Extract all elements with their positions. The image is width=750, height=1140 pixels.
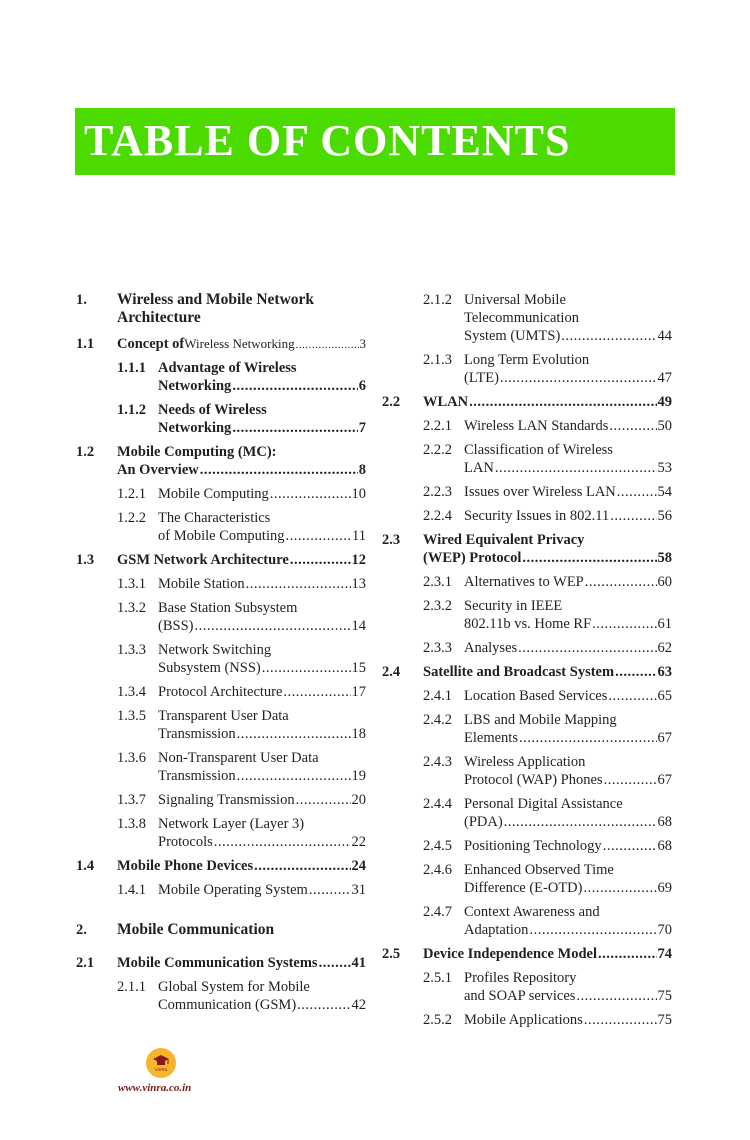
toc-entry-title-line: System (UMTS) [464,328,561,344]
toc-entry-page: 60 [657,574,672,590]
toc-entry-title-small: Wireless Networking [184,336,295,351]
toc-entry-title-line: Mobile Computing (MC): [117,444,277,460]
toc-entry-number: 1.4 [76,858,95,874]
dot-leader [232,419,357,437]
dot-leader [296,336,359,354]
toc-entry-title [158,401,366,437]
toc-entry-title-line: Mobile Operating System [158,882,308,898]
toc-entry-title [464,351,672,387]
toc-entry-number: 1.3.8 [117,816,146,832]
toc-entry-number: 2.5.2 [423,1012,452,1028]
toc-entry-title-line: Needs of Wireless [158,402,267,418]
toc-entry-number: 1.1.1 [117,360,146,376]
toc-entry[interactable] [76,954,366,972]
toc-entry-number: 2.5.1 [423,970,452,986]
toc-entry-title [117,857,366,875]
dot-leader [504,813,657,831]
toc-entry-number: 2.1 [76,955,95,971]
toc-entry[interactable] [382,531,672,567]
dot-leader [518,639,656,657]
dot-leader [529,921,656,939]
dot-leader [615,663,656,681]
dot-leader [603,837,657,855]
toc-entry-page: 62 [657,640,672,656]
toc-entry-title-line: Issues over Wireless LAN [464,484,616,500]
dot-leader [608,687,656,705]
toc-entry[interactable] [76,641,366,677]
toc-entry-title-line: Network Layer (Layer 3) [158,816,305,832]
dot-leader [254,857,350,875]
toc-entry-page: 11 [352,528,366,544]
toc-entry-title [158,978,366,1014]
dot-leader [232,377,357,395]
toc-entry-title [464,903,672,939]
toc-entry[interactable] [382,441,672,477]
toc-entry-title-line: Wireless LAN Standards [464,418,609,434]
toc-entry-title-line: of Mobile Computing [158,528,285,544]
toc-entry-title-line: Signaling Transmission [158,792,295,808]
toc-entry[interactable] [76,443,366,479]
toc-entry[interactable] [382,969,672,1005]
toc-entry-number: 1.1.2 [117,402,146,418]
toc-entry-title-line: Protocols [158,834,213,850]
toc-entry-title-line: Mobile Communication [117,921,275,938]
toc-entry[interactable] [382,483,672,501]
toc-entry-page: 22 [351,834,366,850]
toc-entry-number: 1.3.2 [117,600,146,616]
toc-entry-number: 2.2 [382,394,401,410]
toc-entry[interactable] [76,335,366,354]
toc-entry-page: 61 [657,616,672,632]
toc-entry-title [464,417,672,435]
toc-entry-title-line: (BSS) [158,618,194,634]
dot-leader [319,954,351,972]
toc-entry-title-line: (LTE) [464,370,499,386]
toc-entry-number: 2.1.1 [117,979,146,995]
toc-entry-page: 13 [351,576,366,592]
dot-leader [609,417,656,435]
toc-entry-title-line: Wired Equivalent Privacy [423,532,585,548]
toc-entry-title-line: Positioning Technology [464,838,602,854]
dot-leader [610,507,656,525]
toc-entry-number: 1.3.1 [117,576,146,592]
toc-entry-title-line: Mobile Computing [158,486,269,502]
dot-leader [262,659,351,677]
toc-entry[interactable] [382,711,672,747]
toc-entry-page: 74 [657,946,672,962]
toc-entry-title [158,509,366,545]
dot-leader [585,573,657,591]
toc-entry-page: 41 [351,955,366,971]
toc-entry-number: 1.2.1 [117,486,146,502]
dot-leader [522,549,656,567]
dot-leader [237,767,351,785]
toc-entry-number: 2.4 [382,664,401,680]
toc-entry-title-line: Analyses [464,640,518,656]
toc-entry[interactable] [76,857,366,875]
dot-leader [283,683,350,701]
toc-entry-title-line: Protocol (WAP) Phones [464,772,603,788]
toc-entry[interactable] [382,1011,672,1029]
toc-entry-title [423,531,672,567]
toc-entry[interactable] [76,707,366,743]
dot-leader [584,1011,657,1029]
toc-entry[interactable] [382,393,672,411]
toc-entry-title-line: Mobile Phone Devices [117,858,254,874]
toc-entry-title [158,791,366,809]
toc-entry-page: 75 [657,988,672,1004]
toc-entry-title-line: Mobile Station [158,576,245,592]
toc-entry[interactable] [76,749,366,785]
toc-entry-title-line: Non-Transparent User Data [158,750,319,766]
toc-entry-page: 69 [657,880,672,896]
toc-entry[interactable] [382,663,672,681]
toc-entry[interactable] [382,795,672,831]
toc-entry[interactable] [382,903,672,939]
toc-entry-page: 49 [657,394,672,410]
toc-entry-title-line: Satellite and Broadcast System [423,664,615,680]
toc-entry[interactable] [382,417,672,435]
toc-entry-page: 63 [657,664,672,680]
toc-entry-title-line: Telecommunication [464,310,579,326]
toc-entry[interactable] [76,551,366,569]
toc-entry-title-line: Security in IEEE [464,598,563,614]
toc-entry-page: 44 [657,328,672,344]
toc-entry-number: 1.3.5 [117,708,146,724]
dot-leader [296,791,351,809]
svg-text:VinRa: VinRa [154,1067,168,1072]
toc-entry-title-line: Long Term Evolution [464,352,590,368]
toc-entry-number: 2.3 [382,532,401,548]
toc-entry-title [464,837,672,855]
toc-entry[interactable] [76,815,366,851]
toc-entry-title-line: Security Issues in 802.11 [464,508,610,524]
toc-entry-title-line: Mobile Applications [464,1012,583,1028]
toc-entry-title-line: Adaptation [464,922,529,938]
toc-entry-number: 1.3.4 [117,684,146,700]
toc-entry-title [464,639,672,657]
dot-leader [214,833,351,851]
toc-entry-title-line: Networking [158,378,232,394]
toc-entry-number: 2.2.4 [423,508,452,524]
dot-leader [592,615,656,633]
toc-entry-page: 7 [358,420,366,436]
toc-entry-title-line: Wireless and Mobile Network [117,291,315,308]
toc-entry-title [158,485,366,503]
toc-entry-title [464,597,672,633]
toc-entry-title-line: Universal Mobile [464,292,566,308]
toc-entry-title [158,815,366,851]
toc-entry-title [158,359,366,395]
toc-entry-title-line: Context Awareness and [464,904,600,920]
toc-entry-title [158,707,366,743]
dot-leader [297,996,350,1014]
toc-entry-title [464,969,672,1005]
toc-entry[interactable] [76,881,366,899]
toc-entry[interactable] [382,639,672,657]
toc-entry-number: 2.1.3 [423,352,452,368]
toc-entry-title [117,954,366,972]
toc-entry-title-line: Subsystem (NSS) [158,660,261,676]
toc-entry[interactable] [382,861,672,897]
toc-entry-title [158,599,366,635]
toc-entry-title [158,749,366,785]
dot-leader [194,617,350,635]
toc-entry[interactable] [76,791,366,809]
toc-entry-title-line: Transmission [158,726,236,742]
toc-entry-number: 1.2 [76,444,95,460]
toc-entry-number: 2.4.2 [423,712,452,728]
dot-leader [200,461,358,479]
toc-entry[interactable] [382,573,672,591]
toc-entry-page: 17 [351,684,366,700]
toc-entry-title-line: 802.11b vs. Home RF [464,616,592,632]
toc-entry-title-line: Base Station Subsystem [158,600,298,616]
toc-entry[interactable] [76,921,366,939]
toc-entry-number: 1.3 [76,552,95,568]
toc-entry-number: 1.3.7 [117,792,146,808]
toc-entry-page: 58 [657,550,672,566]
toc-entry-page: 56 [657,508,672,524]
toc-entry-title [464,1011,672,1029]
toc-entry[interactable] [76,509,366,545]
toc-entry-title-line: Device Independence Model [423,946,597,962]
dot-leader [309,881,351,899]
toc-entry[interactable] [76,575,366,593]
toc-entry-title [464,573,672,591]
toc-entry-title [464,687,672,705]
dot-leader [270,485,351,503]
page-title: TABLE OF CONTENTS [84,116,571,165]
toc-entry-number: 2.2.3 [423,484,452,500]
toc-entry-number: 2. [76,922,87,938]
toc-entry-title [464,483,672,501]
toc-entry-number: 2.5 [382,946,401,962]
toc-entry-page: 68 [657,838,672,854]
dot-leader [519,729,657,747]
dot-leader [469,393,656,411]
toc-entry-page: 24 [351,858,366,874]
toc-entry-page: 42 [351,997,366,1013]
toc-entry-page: 19 [351,768,366,784]
toc-entry-page: 53 [657,460,672,476]
toc-entry-page: 18 [351,726,366,742]
toc-entry-title [464,507,672,525]
toc-banner [75,108,675,175]
toc-entry-title-line: Wireless Application [464,754,586,770]
toc-entry-page: 31 [351,882,366,898]
graduation-cap-icon [146,1048,176,1078]
toc-entry-page: 65 [657,688,672,704]
toc-entry-title-line: LBS and Mobile Mapping [464,712,617,728]
toc-entry-title [423,393,672,411]
toc-entry-title-line: Elements [464,730,518,746]
toc-entry-title-line: The Characteristics [158,510,271,526]
toc-entry-number: 2.2.1 [423,418,452,434]
toc-entry-page: 15 [351,660,366,676]
dot-leader [290,551,351,569]
toc-entry[interactable] [382,597,672,633]
toc-entry-title-line: Transparent User Data [158,708,289,724]
toc-entry-title-line: Enhanced Observed Time [464,862,614,878]
toc-entry-title [117,443,366,479]
toc-entry-title-line: Personal Digital Assistance [464,796,623,812]
toc-entry-title-line: and SOAP services [464,988,576,1004]
toc-entry[interactable] [76,978,366,1014]
toc-entry-page: 6 [358,378,366,394]
toc-entry-title-line: Difference (E-OTD) [464,880,583,896]
toc-entry-page: 67 [657,730,672,746]
toc-entry-page: 75 [657,1012,672,1028]
toc-entry-title-line: An Overview [117,462,199,478]
toc-entry[interactable] [76,291,366,327]
toc-entry[interactable] [382,351,672,387]
dot-leader [285,527,351,545]
toc-entry-title-line: Protocol Architecture [158,684,283,700]
toc-entry-title-line: Mobile Communication Systems [117,955,318,971]
toc-entry-page: 50 [657,418,672,434]
toc-entry-title [464,795,672,831]
toc-entry[interactable] [76,485,366,503]
toc-entry-title [117,291,366,327]
toc-entry-number: 2.1.2 [423,292,452,308]
toc-entry-title-line: (WEP) Protocol [423,550,522,566]
toc-entry-page: 67 [657,772,672,788]
toc-entry-number: 1.2.2 [117,510,146,526]
dot-leader [617,483,657,501]
toc-entry-title [158,575,366,593]
toc-entry-title [464,711,672,747]
toc-entry-number: 2.3.1 [423,574,452,590]
dot-leader [246,575,351,593]
toc-entry-title [464,291,672,345]
toc-entry-number: 2.4.1 [423,688,452,704]
toc-entry-page: 47 [657,370,672,386]
toc-entry-title [158,881,366,899]
dot-leader [495,459,657,477]
toc-entry-title [158,683,366,701]
toc-entry-title-line: Global System for Mobile [158,979,310,995]
toc-entry-number: 2.4.6 [423,862,452,878]
toc-entry-title-line: Networking [158,420,232,436]
toc-entry-title-line: Concept of [117,336,185,352]
toc-entry-title-line: Alternatives to WEP [464,574,584,590]
toc-entry-title-line: (PDA) [464,814,503,830]
toc-entry-number: 2.3.3 [423,640,452,656]
toc-entry-title-line: Transmission [158,768,236,784]
toc-entry-number: 2.4.5 [423,838,452,854]
toc-entry-number: 2.4.7 [423,904,452,920]
toc-entry-title-line: Location Based Services [464,688,608,704]
toc-entry-number: 2.4.4 [423,796,452,812]
toc-entry-page: 70 [657,922,672,938]
toc-entry-title-line: GSM Network Architecture [117,552,289,568]
publisher-url[interactable]: www.vinra.co.in [118,1082,192,1094]
toc-entry-page: 54 [657,484,672,500]
toc-entry-page: 8 [358,462,366,478]
toc-entry[interactable] [382,837,672,855]
dot-leader [500,369,657,387]
toc-entry-title [464,441,672,477]
toc-entry-number: 2.3.2 [423,598,452,614]
toc-entry-title [464,753,672,789]
toc-entry-page: 3 [359,336,366,351]
toc-entry-number: 1.3.6 [117,750,146,766]
toc-entry-number: 1. [76,292,87,308]
toc-entry-title-line: Profiles Repository [464,970,577,986]
toc-entry-title [117,551,366,569]
toc-entry-title-line: Communication (GSM) [158,997,297,1013]
toc-entry-number: 2.4.3 [423,754,452,770]
toc-entry[interactable] [382,945,672,963]
toc-entry[interactable] [76,683,366,701]
toc-entry-title-line: Architecture [117,309,201,326]
toc-entry-number: 1.1 [76,336,95,352]
toc-entry-page: 20 [351,792,366,808]
toc-entry[interactable] [382,291,672,345]
toc-entry[interactable] [76,599,366,635]
toc-entry[interactable] [76,359,366,395]
toc-entry-title-line: WLAN [423,394,469,410]
toc-entry-number: 1.3.3 [117,642,146,658]
toc-entry-title-line: Network Switching [158,642,272,658]
toc-entry[interactable] [382,687,672,705]
toc-entry-title-line: Advantage of Wireless [158,360,297,376]
toc-entry[interactable] [76,401,366,437]
toc-entry-number: 1.4.1 [117,882,146,898]
publisher-logo [146,1048,176,1078]
toc-entry-page: 10 [351,486,366,502]
toc-entry-page: 12 [351,552,366,568]
toc-entry-title-line: LAN [464,460,494,476]
toc-entry-page: 68 [657,814,672,830]
toc-entry-title [117,335,366,354]
dot-leader [598,945,657,963]
toc-entry-title [423,945,672,963]
toc-entry-title-line: Classification of Wireless [464,442,613,458]
toc-entry-title [117,921,366,939]
toc-entry-page: 14 [351,618,366,634]
dot-leader [604,771,657,789]
dot-leader [237,725,351,743]
toc-entry[interactable] [382,753,672,789]
dot-leader [576,987,656,1005]
toc-entry-number: 2.2.2 [423,442,452,458]
toc-entry[interactable] [382,507,672,525]
toc-entry-title [158,641,366,677]
dot-leader [584,879,657,897]
dot-leader [561,327,656,345]
toc-entry-title [464,861,672,897]
toc-entry-title [423,663,672,681]
